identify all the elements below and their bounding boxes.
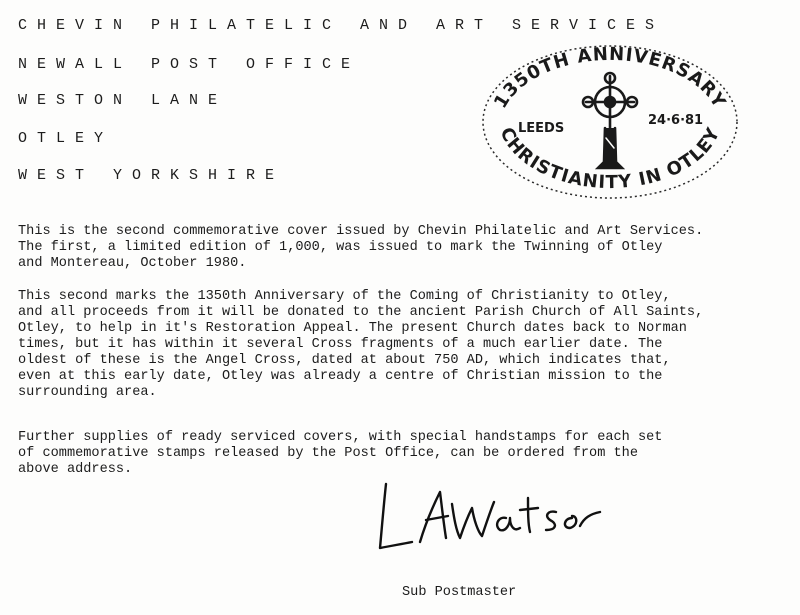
celtic-cross-icon [583,73,637,168]
postmark-date-text: 24·6·81 [648,113,704,128]
address-line-street: WESTON LANE [18,92,228,109]
body-line: The first, a limited edition of 1,000, was issued to mark the Twinning of Otley [18,240,663,255]
body-line: Further supplies of ready serviced covers, with special handstamps for each set [18,430,663,445]
postmark-left-text: LEEDS [518,121,565,136]
address-line-town: OTLEY [18,130,114,147]
body-line: times, but it has within it several Cross fragments of a much earlier date. The [18,337,663,352]
body-paragraph-1 [18,224,798,272]
handwritten-signature [368,478,608,560]
postmark-bottom-arc-text: CHRISTIANITY IN OTLEY [495,124,725,194]
closing-title: Sub Postmaster [402,585,517,600]
body-line: and Montereau, October 1980. [18,256,247,271]
address-line-county: WEST YORKSHIRE [18,167,285,184]
body-line: Otley, to help in it's Restoration Appeal. The present Church dates back to Norman [18,321,687,336]
body-line: even at this early date, Otley was already a centre of Christian mission to the [18,369,663,384]
body-line: and all proceeds from it will be donated to the ancient Parish Church of All Saints, [18,305,704,320]
handstamp-postmark [478,30,740,200]
body-paragraph-2 [18,289,798,401]
postmark-top-arc-text: 1350TH ANNIVERSARY [490,43,730,113]
body-line: This is the second commemorative cover issued by Chevin Philatelic and Art Services. [18,224,704,239]
address-line-company: CHEVIN PHILATELIC AND ART SERVICES [18,17,665,34]
body-line: This second marks the 1350th Anniversary of the Coming of Christianity to Otley, [18,289,671,304]
body-line: oldest of these is the Angel Cross, dated at about 750 AD, which indicates that, [18,353,671,368]
body-line: of commemorative stamps released by the Post Office, can be ordered from the [18,446,638,461]
body-paragraph-3 [18,430,798,478]
address-line-post-office: NEWALL POST OFFICE [18,56,361,73]
body-line: surrounding area. [18,385,157,400]
body-line: above address. [18,462,133,477]
